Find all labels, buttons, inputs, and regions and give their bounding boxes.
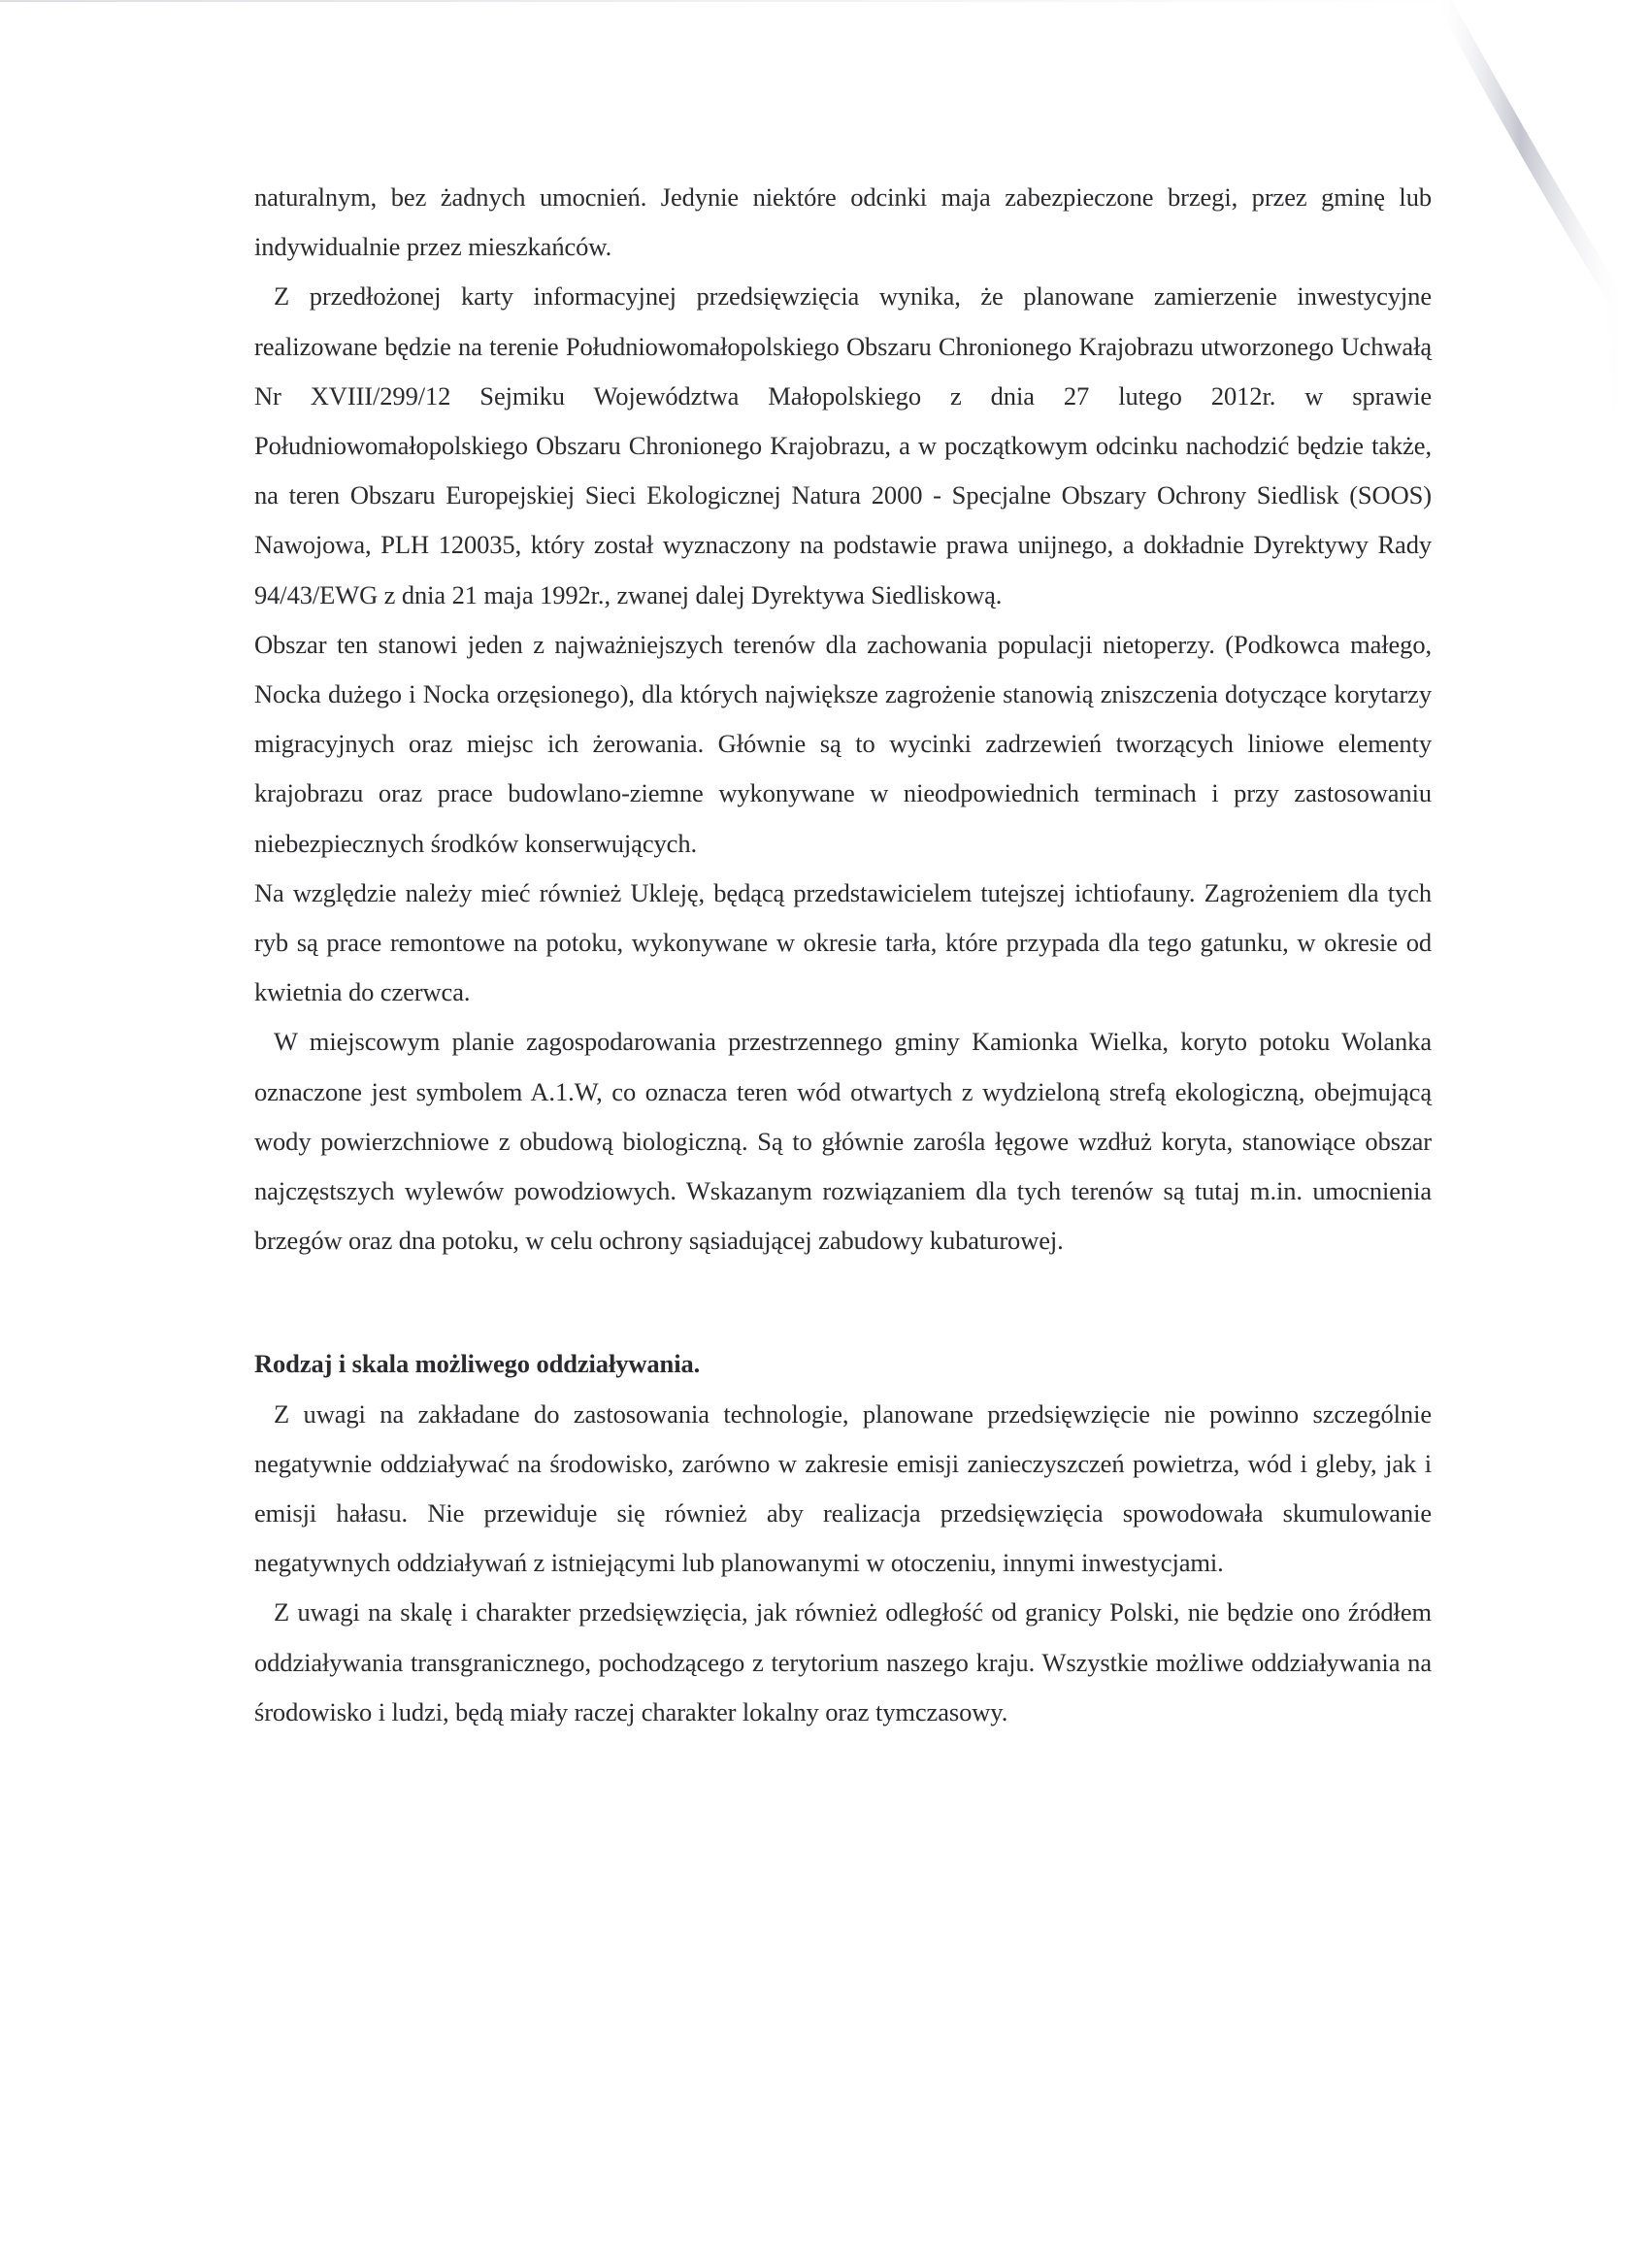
paragraph-5: W miejscowym planie zagospodarowania przestrzennego gminy Kamionka Wielka, koryto potoku Wolanka oznaczone jest symbolem A.1.W, co oznacza teren wód otwartych z wydzieloną strefą ekologiczną, obejmującą wody powierzchniowe z obudową biologiczną. Są to głównie zarośla łęgowe wzdłuż koryta, stanowiące obszar najczęstszych wylewów powodziowych. Wskazanym rozwiązaniem dla tych terenów są tutaj m.in. umocnienia brzegów oraz dna potoku, w celu ochrony sąsiadującej zabudowy kubaturowej. (254, 1027, 1432, 1256)
page-fold-shadow (1427, 0, 1650, 408)
paragraph-1: naturalnym, bez żadnych umocnień. Jedynie niektóre odcinki maja zabezpieczone brzegi, przez gminę lub indywidualnie przez mieszkańców. (254, 182, 1432, 262)
section-heading: Rodzaj i skala możliwego oddziaływania. (254, 1349, 701, 1379)
paragraph-2: Z przedłożonej karty informacyjnej przedsięwzięcia wynika, że planowane zamierzenie inwestycyjne realizowane będzie na terenie Południowomałopolskiego Obszaru Chronionego Krajobrazu utworzonego Uchwałą Nr XVIII/299/12 Sejmiku Województwa Małopolskiego z dnia 27 lutego 2012r. w sprawie Południowomałopolskiego Obszaru Chronionego Krajobrazu, a w początkowym odcinku nachodzić będzie także, na teren Obszaru Europejskiej Sieci Ekologicznej Natura 2000 - Specjalne Obszary Ochrony Siedlisk (SOOS) Nawojowa, PLH 120035, który został wyznaczony na podstawie prawa unijnego, a dokładnie Dyrektywy Rady 94/43/EWG z dnia 21 maja 1992r., zwanej dalej Dyrektywa Siedliskową. (254, 281, 1432, 609)
paragraph-3: Obszar ten stanowi jeden z najważniejszych terenów dla zachowania populacji nietoperzy. (Podkowca małego, Nocka dużego i Nocka orzęsionego), dla których największe zagrożenie stanowią zniszczenia dotyczące korytarzy migracyjnych oraz miejsc ich żerowania. Głównie są to wycinki zadrzewień tworzących liniowe elementy krajobrazu oraz prace budowlano-ziemne wykonywane w nieodpowiednich terminach i przy zastosowaniu niebezpiecznych środków konserwujących. (254, 629, 1432, 858)
paragraph-6: Z uwagi na zakładane do zastosowania technologie, planowane przedsięwzięcie nie powinno szczególnie negatywnie oddziaływać na środowisko, zarówno w zakresie emisji zanieczyszczeń powietrza, wód i gleby, jak i emisji hałasu. Nie przewiduje się również aby realizacja przedsięwzięcia spowodowała skumulowanie negatywnych oddziaływań z istniejącymi lub planowanymi w otoczeniu, innymi inwestycjami. (254, 1398, 1432, 1578)
document-body (254, 173, 1432, 1737)
scan-top-edge (0, 0, 1456, 2)
paragraph-7: Z uwagi na skalę i charakter przedsięwzięcia, jak również odległość od granicy Polski, nie będzie ono źródłem oddziaływania transgranicznego, pochodzącego z terytorium naszego kraju. Wszystkie możliwe oddziaływania na środowisko i ludzi, będą miały raczej charakter lokalny oraz tymczasowy. (254, 1597, 1432, 1726)
paragraph-4: Na względzie należy mieć również Ukleję, będącą przedstawicielem tutejszej ichtiofauny. Zagrożeniem dla tych ryb są prace remontowe na potoku, wykonywane w okresie tarła, które przypada dla tego gatunku, w okresie od kwietnia do czerwca. (254, 877, 1432, 1007)
